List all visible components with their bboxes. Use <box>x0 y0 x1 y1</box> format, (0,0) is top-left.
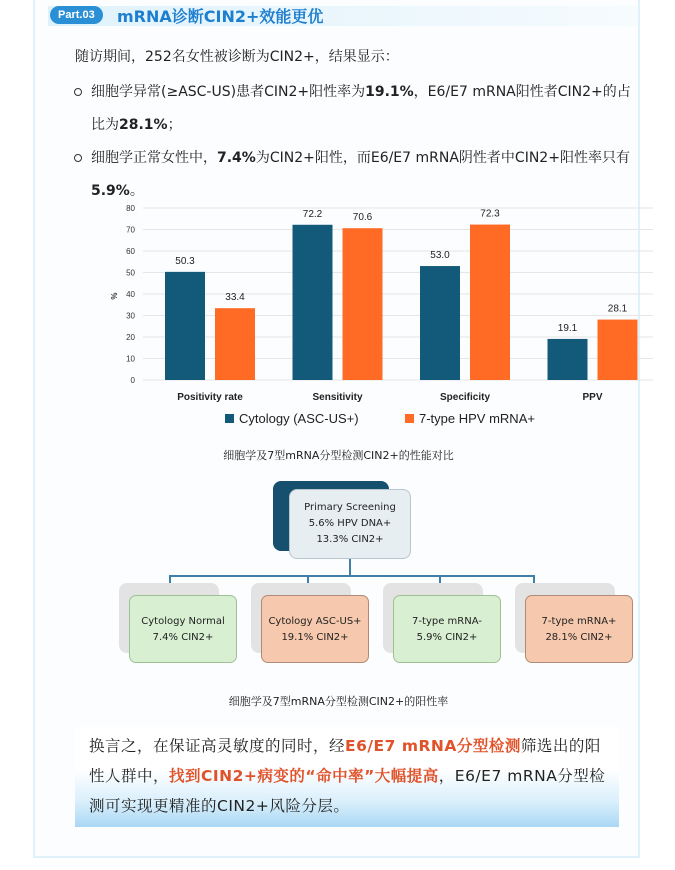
bar <box>470 225 510 380</box>
bar <box>548 339 588 380</box>
bullet-value: 28.1% <box>119 117 168 133</box>
node-label: Cytology ASC-US+ <box>268 616 362 627</box>
node-label: 7-type mRNA+ <box>541 616 617 627</box>
x-category-label: Positivity rate <box>177 392 243 403</box>
hpv-dna-rate: 5.6% HPV DNA+ <box>308 518 392 529</box>
closing-highlight: 找到CIN2+病变的“命中率”大幅提高 <box>169 767 439 785</box>
closing-highlight: E6/E7 mRNA分型检测 <box>345 737 521 755</box>
diagram-caption: 细胞学及7型mRNA分型检测CIN2+的阳性率 <box>228 695 449 708</box>
x-category-label: PPV <box>582 392 603 403</box>
mrna-negative-box <box>393 595 501 663</box>
node-value: 5.9% CIN2+ <box>416 632 478 643</box>
mrna-positive-box <box>525 595 633 663</box>
bar <box>293 225 333 380</box>
primary-screening-box <box>289 489 411 559</box>
y-tick-label: 70 <box>126 225 135 235</box>
legend-swatch <box>225 414 234 423</box>
cin2-rate: 13.3% CIN2+ <box>316 534 384 545</box>
bar <box>165 272 205 380</box>
article-card <box>33 0 640 858</box>
bar-value-label: 53.0 <box>430 250 450 262</box>
screening-flow-diagram <box>83 475 617 680</box>
bullet-value: 19.1% <box>365 84 414 100</box>
bar <box>215 308 255 380</box>
primary-screening-label: Primary Screening <box>304 502 396 513</box>
y-tick-label: 80 <box>126 204 135 213</box>
node-value: 7.4% CIN2+ <box>152 632 214 643</box>
legend-label: 7-type HPV mRNA+ <box>419 411 535 426</box>
bar <box>420 266 460 380</box>
bullet-value: 7.4% <box>217 150 256 166</box>
cytology-normal-box <box>129 595 237 663</box>
node-value: 28.1% CIN2+ <box>545 632 613 643</box>
y-tick-label: 30 <box>126 311 135 321</box>
bullet-text: 。 <box>129 183 144 199</box>
bullet-text: ； <box>167 117 182 133</box>
cytology-ascus-box <box>261 595 369 663</box>
bar-value-label: 72.2 <box>302 208 323 220</box>
bar-value-label: 33.4 <box>225 292 245 304</box>
bullet-text: 细胞学正常女性中， <box>91 150 217 166</box>
legend-label: Cytology (ASC-US+) <box>239 411 359 426</box>
bullet-text: ，E6/E7 mRNA阳性者CIN2+的占比为 <box>91 84 631 133</box>
result-list <box>73 76 633 208</box>
node-label: Cytology Normal <box>141 616 225 627</box>
bar <box>343 228 383 380</box>
y-tick-label: 50 <box>126 268 135 278</box>
node-label: 7-type mRNA- <box>412 616 482 627</box>
bar-value-label: 19.1 <box>557 322 578 334</box>
x-category-label: Sensitivity <box>312 392 363 403</box>
connector-horizontal <box>169 575 533 577</box>
performance-bar-chart <box>75 200 628 440</box>
bar-value-label: 28.1 <box>607 303 628 315</box>
y-tick-label: 20 <box>126 333 135 342</box>
y-axis-label: % <box>110 292 119 300</box>
connector-vertical <box>349 559 351 576</box>
bullet-text: 细胞学异常(≥ASC-US)患者CIN2+阳性率为 <box>91 84 366 100</box>
closing-text: 换言之，在保证高灵敏度的同时，经 <box>89 737 346 755</box>
bar-value-label: 72.3 <box>480 208 500 220</box>
list-item <box>73 76 633 142</box>
closing-paragraph <box>75 727 619 827</box>
closing-text: 筛选出的阳性人群中， <box>89 737 601 785</box>
y-tick-label: 40 <box>126 290 135 299</box>
node-value: 19.1% CIN2+ <box>281 632 349 643</box>
part-badge: Part.03 <box>50 6 103 24</box>
bar <box>598 320 638 380</box>
section-title: mRNA诊断CIN2+效能更优 <box>117 7 324 26</box>
chart-caption: 细胞学及7型mRNA分型检测CIN2+的性能对比 <box>223 449 454 462</box>
bullet-value: 5.9% <box>91 183 130 199</box>
bar-chart-svg <box>75 200 628 440</box>
y-tick-label: 0 <box>130 376 135 385</box>
y-tick-label: 10 <box>126 354 135 364</box>
legend-swatch <box>405 414 414 423</box>
closing-text: ，E6/E7 mRNA分型检测可实现更精准的CIN2+风险分层。 <box>89 767 606 815</box>
intro-text: 随访期间，252名女性被诊断为CIN2+，结果显示： <box>75 49 399 65</box>
y-tick-label: 60 <box>126 247 135 256</box>
bullet-text: 为CIN2+阳性，而E6/E7 mRNA阴性者中CIN2+阳性率只有 <box>255 150 630 166</box>
list-item <box>73 142 633 208</box>
bar-value-label: 70.6 <box>352 212 373 224</box>
x-category-label: Specificity <box>439 392 491 403</box>
bar-value-label: 50.3 <box>175 255 195 267</box>
